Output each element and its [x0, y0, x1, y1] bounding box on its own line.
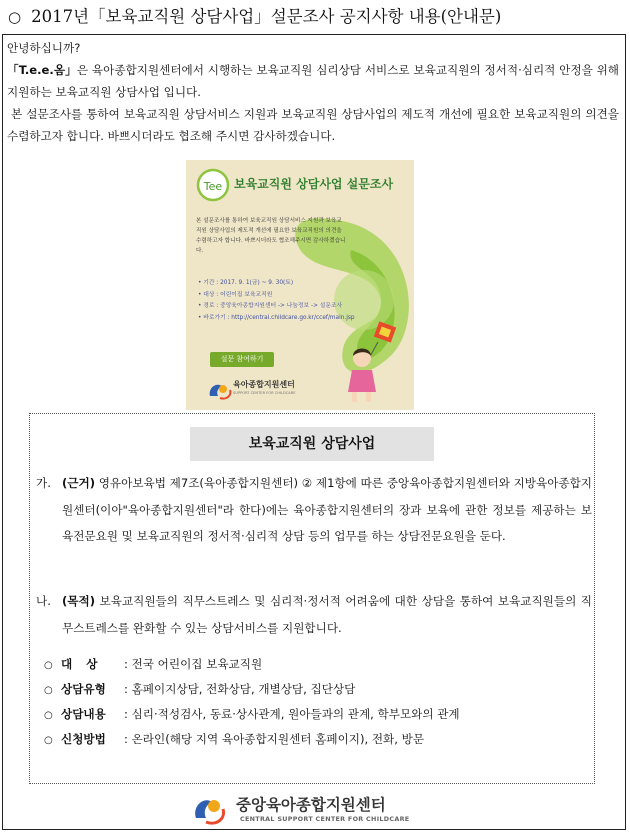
item-purpose — [36, 588, 592, 641]
detail-target-value: : 전국 어린이집 보육교직원 — [124, 657, 263, 671]
item-purpose-mark: 나. — [36, 594, 51, 608]
detail-type-value: : 홈페이지상담, 전화상담, 개별상담, 집단상담 — [124, 682, 356, 696]
title-circle-mark: ○ — [8, 8, 22, 26]
detail-type-label: 상담유형 — [61, 682, 106, 696]
detail-target-label: 대상 — [61, 657, 112, 671]
footer-org-sub: CENTRAL SUPPORT CENTER FOR CHILDCARE — [240, 815, 410, 823]
title-text: 2017년「보육교직원 상담사업」설문조사 공지사항 내용(안내문) — [31, 7, 502, 26]
bullet-circle: ○ — [44, 710, 53, 721]
poster-info-path: • 경로 : 중앙육아종합지원센터 -> 나눔정보 -> 설문조사 — [198, 303, 343, 310]
program-box-title: 보육교직원 상담사업 — [190, 427, 434, 461]
item-purpose-body: 보육교직원들의 직무스트레스 및 심리적·정서적 어려움에 대한 상담을 통하여 보육교직원들의 직무스트레스를 완화할 수 있는 상담서비스를 지원합니다. — [62, 594, 593, 635]
poster-info-period: • 기간 : 2017. 9. 1(금) ~ 9. 30(토) — [198, 280, 294, 286]
detail-apply-label: 신청방법 — [61, 732, 106, 746]
detail-content-value: : 심리·적성검사, 동료·상사관계, 원아들과의 관계, 학부모와의 관계 — [124, 707, 460, 721]
footer-org-name: 중앙육아종합지원센터 — [236, 796, 386, 814]
item-basis-body: 영유아보육법 제7조(육아종합지원센터) ② 제1항에 따른 중앙육아종합지원센터와 지방육아종합지원센터(이아"육아종합지원센터"라 한다)에는 육아종합지원센터의 장과 보육에 관한 정보를 제공하는 보육전문요원 및 보육교직원의 정서적·심리적 상담 등의 업무를 하는 상담전문요원을 둔다. — [62, 476, 593, 543]
intro-paragraph-1 — [7, 59, 619, 103]
item-purpose-label: (목적) — [62, 594, 95, 608]
item-basis-mark: 가. — [36, 476, 51, 490]
poster-org-name: 육아종합지원센터 — [233, 380, 295, 389]
detail-apply-value: : 온라인(해당 지역 육아종합지원센터 홈페이지), 전화, 방문 — [124, 732, 425, 746]
item-basis — [36, 470, 592, 550]
item-purpose-text — [62, 588, 592, 641]
poster-org-sub: SUPPORT CENTER FOR CHILDCARE — [233, 391, 296, 395]
tee-logo-icon — [196, 168, 230, 202]
bullet-circle: ○ — [44, 735, 53, 746]
intro-paragraph-1-text: 은 육아종합지원센터에서 시행하는 보육교직원 심리상담 서비스로 보육교직원의 정서적·심리적 안정을 위해 지원하는 보육교직원 상담사업 입니다. — [7, 63, 619, 99]
detail-type — [44, 677, 584, 702]
detail-apply — [44, 727, 584, 752]
central-center-logo-icon — [190, 792, 230, 826]
item-basis-label: (근거) — [62, 476, 95, 490]
detail-content — [44, 702, 584, 727]
poster-title: 보육교직원 상담사업 설문조사 — [234, 177, 394, 191]
item-basis-text — [62, 470, 592, 550]
notice-title — [0, 0, 630, 34]
svg-text:Tee: Tee — [203, 180, 223, 193]
poster-body: 본 설문조사를 통하여 보육교직원 상담서비스 지원과 보육교직원 상담사업의 제도적 개선에 필요한 보육교직원의 의견을 수렴하고자 합니다. 바쁘시더라도 협조해주시면 감사하겠습니다. — [196, 218, 346, 254]
detail-content-label: 상담내용 — [61, 707, 106, 721]
intro-section — [7, 37, 619, 147]
survey-poster — [186, 160, 414, 410]
detail-target — [44, 652, 584, 677]
bullet-circle: ○ — [44, 660, 53, 671]
greeting: 안녕하십니까? — [7, 41, 81, 55]
intro-paragraph-2-text: 본 설문조사를 통하여 보육교직원 상담서비스 지원과 보육교직원 상담사업의 제도적 개선에 필요한 보육교직원의 의견을 수렴하고자 합니다. 바쁘시더라도 협조해 주시면 감사하겠습니다. — [7, 107, 619, 143]
bullet-circle: ○ — [44, 685, 53, 696]
program-details-list — [44, 652, 584, 752]
intro-paragraph-2 — [7, 103, 619, 147]
poster-info — [198, 278, 355, 324]
poster-info-link: • 바로가기 : http://central.childcare.go.kr/ccef/main.jsp — [198, 314, 355, 321]
child-illustration-icon — [338, 320, 408, 405]
poster-info-target: • 대상 : 어린이집 보육교직원 — [198, 291, 273, 298]
brand-name: 「T.e.e.옴」 — [7, 63, 77, 77]
poster-join-button: 설문 참여하기 — [210, 352, 274, 367]
